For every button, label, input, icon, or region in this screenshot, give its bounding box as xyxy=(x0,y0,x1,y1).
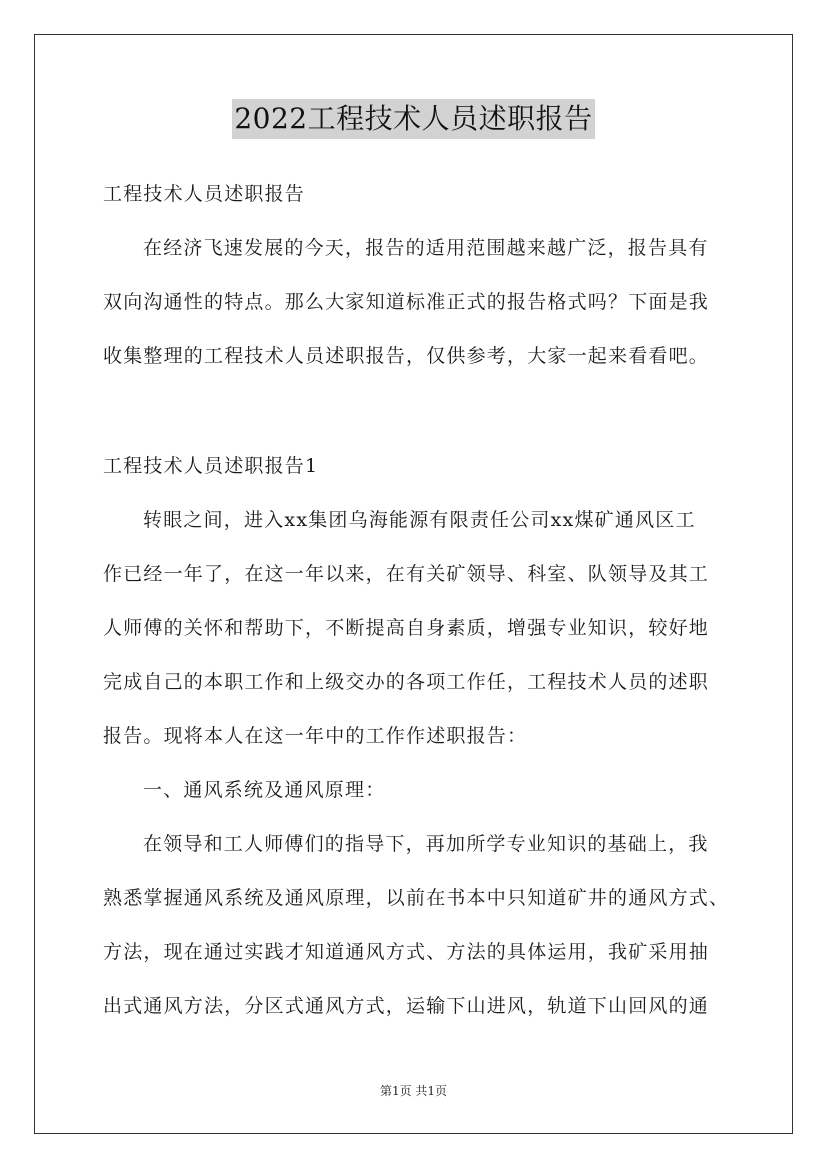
paragraph-line: 人师傅的关怀和帮助下，不断提高自身素质，增强专业知识，较好地 xyxy=(103,617,710,639)
section-heading: 工程技术人员述职报告 xyxy=(103,183,306,205)
paragraph-line: 双向沟通性的特点。那么大家知道标准正式的报告格式吗？下面是我 xyxy=(103,291,710,313)
page-number: 第1页 共1页 xyxy=(379,1084,448,1098)
title-container xyxy=(0,99,827,139)
section-heading: 工程技术人员述职报告1 xyxy=(103,455,319,477)
paragraph-line: 在经济飞速发展的今天，报告的适用范围越来越广泛，报告具有 xyxy=(143,237,709,259)
paragraph-line: 方法，现在通过实践才知道通风方式、方法的具体运用，我矿采用抽 xyxy=(103,941,710,963)
subsection-heading: 一、通风系统及通风原理： xyxy=(143,779,386,801)
paragraph-line: 在领导和工人师傅们的指导下，再加所学专业知识的基础上，我 xyxy=(143,833,709,855)
paragraph-line: 熟悉掌握通风系统及通风原理，以前在书本中只知道矿井的通风方式、 xyxy=(103,887,730,909)
paragraph-line: 作已经一年了，在这一年以来，在有关矿领导、科室、队领导及其工 xyxy=(103,563,710,585)
paragraph-line: 收集整理的工程技术人员述职报告，仅供参考，大家一起来看看吧。 xyxy=(103,345,710,367)
paragraph-line: 报告。现将本人在这一年中的工作作述职报告： xyxy=(103,725,528,747)
paragraph-line: 转眼之间，进入xx集团乌海能源有限责任公司xx煤矿通风区工 xyxy=(143,509,696,531)
paragraph-line: 完成自己的本职工作和上级交办的各项工作任，工程技术人员的述职 xyxy=(103,671,710,693)
paragraph-line: 出式通风方法，分区式通风方式，运输下山进风，轨道下山回风的通 xyxy=(103,995,710,1017)
document-title: 2022工程技术人员述职报告 xyxy=(232,99,594,139)
